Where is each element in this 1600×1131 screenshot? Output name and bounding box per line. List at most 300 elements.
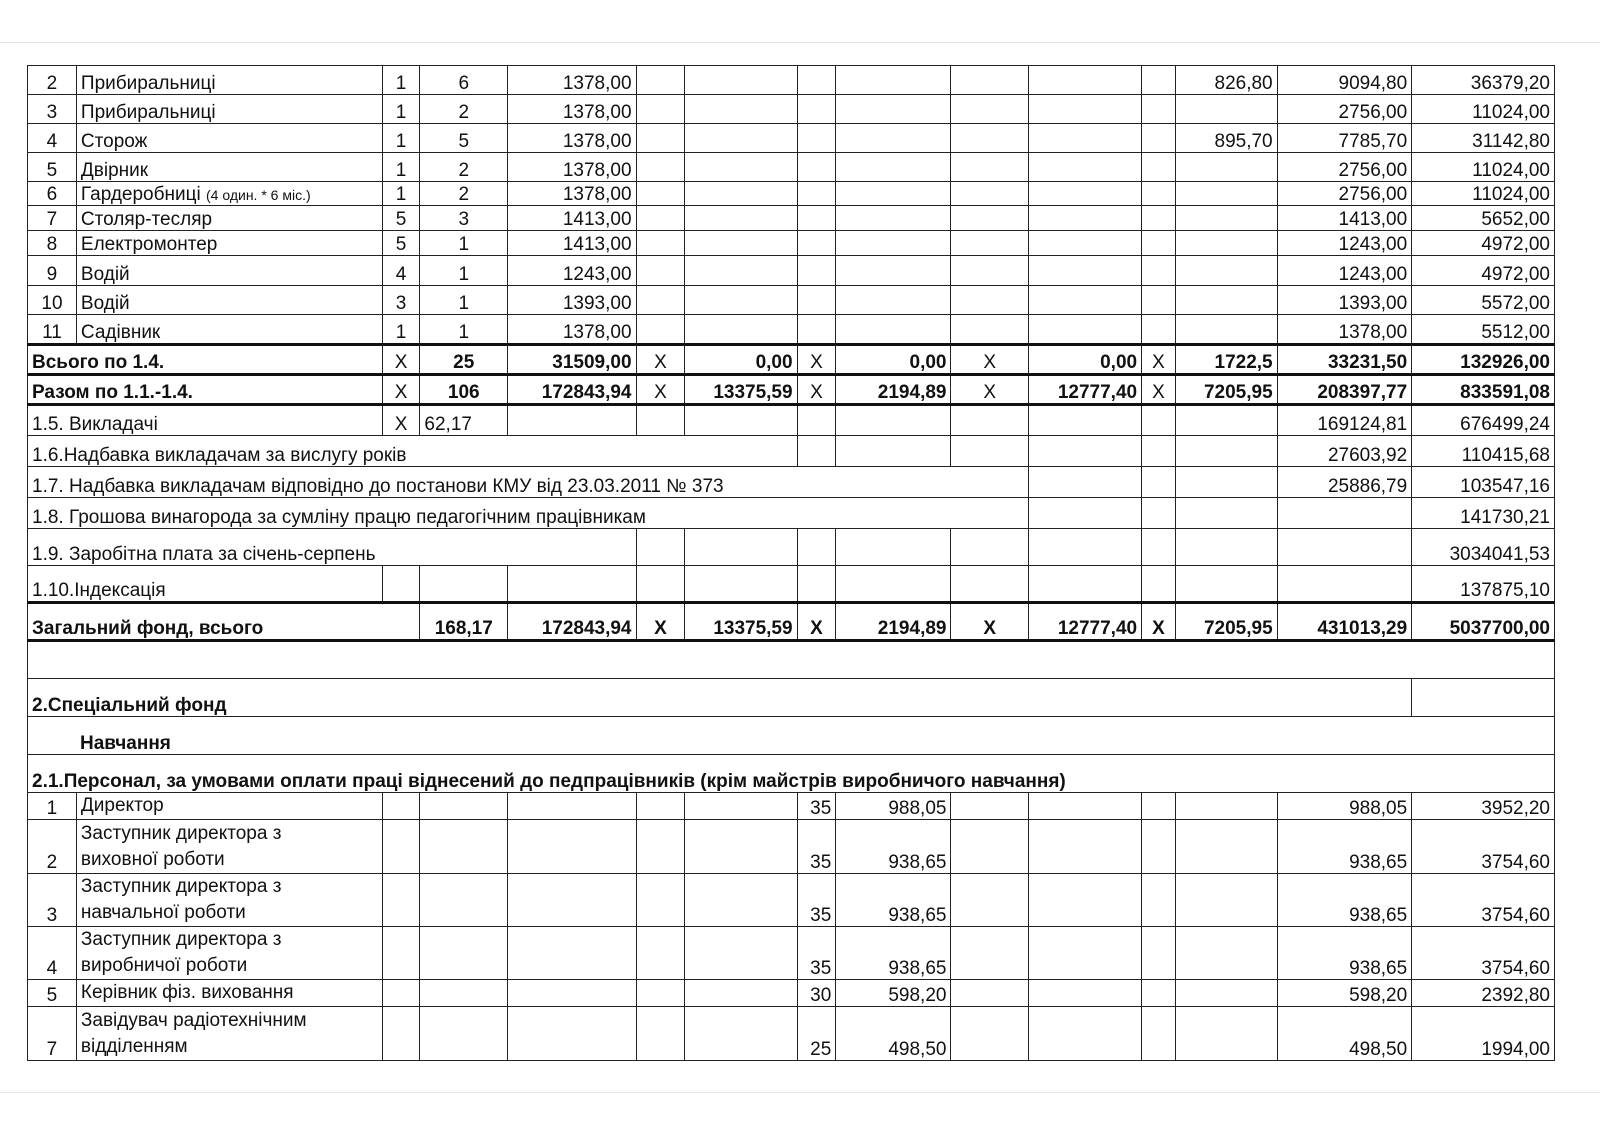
count-cell: 6	[420, 66, 508, 95]
row-number: 5	[28, 153, 77, 182]
table-cell	[951, 1007, 1028, 1061]
table-cell	[420, 874, 508, 927]
count-cell: 168,17	[420, 603, 508, 641]
monthly-total-cell: 1378,00	[1277, 315, 1412, 345]
bonus-cell	[1175, 95, 1277, 124]
x-mark: Х	[797, 603, 836, 641]
table-cell	[1028, 980, 1141, 1007]
table-cell	[836, 206, 951, 231]
salary-cell: 1413,00	[508, 206, 636, 231]
bonus-cell	[1175, 286, 1277, 315]
position-label: Водій	[80, 293, 130, 314]
table-cell	[420, 980, 508, 1007]
x-mark: Х	[1142, 375, 1176, 405]
table-cell	[1028, 124, 1141, 153]
table-row	[28, 467, 1555, 498]
table-cell	[1175, 566, 1277, 603]
table-cell	[1142, 153, 1176, 182]
x-mark: Х	[1142, 603, 1176, 641]
category-cell: 1	[382, 124, 420, 153]
bonus-cell: 895,70	[1175, 124, 1277, 153]
monthly-total-cell: 2756,00	[1277, 153, 1412, 182]
table-cell	[636, 124, 685, 153]
table-cell	[636, 874, 685, 927]
row-number: 11	[28, 315, 77, 345]
table-cell	[1277, 498, 1412, 529]
bonus-cell	[1175, 256, 1277, 286]
table-cell	[1412, 679, 1555, 717]
monthly-total-cell: 27603,92	[1277, 436, 1412, 467]
table-cell	[382, 793, 420, 820]
table-row	[28, 315, 1555, 345]
table-cell	[685, 286, 797, 315]
table-cell	[1175, 529, 1277, 566]
table-cell	[1028, 927, 1141, 980]
table-cell	[797, 206, 836, 231]
annual-total-cell: 5572,00	[1412, 286, 1555, 315]
blank-row	[28, 641, 1555, 679]
table-cell	[1028, 874, 1141, 927]
x-mark: Х	[951, 603, 1028, 641]
table-cell	[1028, 256, 1141, 286]
table-cell	[685, 182, 797, 206]
table-cell	[508, 1007, 636, 1061]
x-mark: Х	[636, 603, 685, 641]
table-cell	[685, 66, 797, 95]
table-cell	[1142, 566, 1176, 603]
position-label: Електромонтер	[80, 234, 218, 255]
table-row	[28, 717, 1555, 755]
table-cell	[685, 256, 797, 286]
table-cell	[636, 182, 685, 206]
table-cell	[836, 566, 951, 603]
position-name	[76, 231, 382, 256]
row-number: 4	[28, 927, 77, 980]
percent-cell: 30	[797, 980, 836, 1007]
row-number: 2	[28, 66, 77, 95]
total-cell: 12777,40	[1028, 603, 1141, 641]
table-cell	[951, 529, 1028, 566]
table-cell	[1142, 182, 1176, 206]
table-cell	[1028, 820, 1141, 874]
training-heading: Навчання	[28, 717, 1555, 755]
total-label: Всього по 1.4.	[28, 345, 383, 375]
percent-cell: 35	[797, 874, 836, 927]
row-number: 8	[28, 231, 77, 256]
bonus-cell	[1175, 231, 1277, 256]
count-cell: 1	[420, 256, 508, 286]
total-cell: 13375,59	[685, 603, 797, 641]
table-cell	[1028, 206, 1141, 231]
annual-total-cell: 137875,10	[1412, 566, 1555, 603]
position-name	[76, 66, 382, 95]
count-cell: 2	[420, 95, 508, 124]
salary-cell: 1378,00	[508, 153, 636, 182]
row-number: 4	[28, 124, 77, 153]
total-cell: 0,00	[836, 345, 951, 375]
table-cell	[1028, 95, 1141, 124]
x-mark: Х	[382, 345, 420, 375]
position-name	[76, 927, 382, 980]
monthly-total-cell: 1413,00	[1277, 206, 1412, 231]
table-cell	[1142, 206, 1176, 231]
x-mark: Х	[797, 375, 836, 405]
annual-total-cell: 3754,60	[1412, 927, 1555, 980]
table-cell	[1175, 405, 1277, 436]
table-cell	[685, 566, 797, 603]
table-row	[28, 566, 1555, 603]
x-mark: Х	[1142, 345, 1176, 375]
total-cell: 0,00	[685, 345, 797, 375]
x-mark: Х	[382, 375, 420, 405]
percent-cell: 35	[797, 793, 836, 820]
position-name	[76, 874, 382, 927]
table-cell	[951, 206, 1028, 231]
table-cell	[685, 820, 797, 874]
table-cell	[951, 315, 1028, 345]
position-label-line2: виховної роботи	[80, 849, 225, 870]
position-label-line2: навчальної роботи	[80, 902, 246, 923]
table-cell	[636, 95, 685, 124]
monthly-total-cell: 169124,81	[1277, 405, 1412, 436]
table-cell	[636, 315, 685, 345]
table-cell	[1028, 231, 1141, 256]
table-cell	[1175, 980, 1277, 1007]
table-cell	[685, 231, 797, 256]
salary-cell: 1378,00	[508, 315, 636, 345]
position-label: Двірник	[80, 160, 149, 181]
bonus-cell	[1175, 206, 1277, 231]
table-cell	[1142, 498, 1176, 529]
position-label-line2: відділенням	[80, 1036, 188, 1057]
position-label: Прибиральниці	[80, 102, 216, 123]
category-cell: 3	[382, 286, 420, 315]
annual-total-cell: 11024,00	[1412, 182, 1555, 206]
table-cell	[797, 66, 836, 95]
table-cell	[685, 95, 797, 124]
monthly-total-cell: 7785,70	[1277, 124, 1412, 153]
category-cell: 1	[382, 315, 420, 345]
position-label: Столяр-тесляр	[80, 209, 213, 230]
percent-cell: 35	[797, 820, 836, 874]
x-mark: Х	[951, 375, 1028, 405]
table-cell	[1142, 256, 1176, 286]
table-cell	[508, 927, 636, 980]
position-name	[76, 793, 382, 820]
table-cell	[636, 1007, 685, 1061]
count-cell: 1	[420, 315, 508, 345]
annual-total-cell: 3754,60	[1412, 874, 1555, 927]
row-number: 9	[28, 256, 77, 286]
table-cell	[1142, 529, 1176, 566]
row-number: 7	[28, 206, 77, 231]
table-cell	[951, 286, 1028, 315]
x-mark: Х	[797, 345, 836, 375]
total-label: Разом по 1.1.-1.4.	[28, 375, 383, 405]
annual-total-cell: 1994,00	[1412, 1007, 1555, 1061]
monthly-total-cell: 33231,50	[1277, 345, 1412, 375]
allowance-cell: 938,65	[836, 820, 951, 874]
table-cell	[420, 566, 508, 603]
table-row	[28, 182, 1555, 206]
table-cell	[836, 124, 951, 153]
table-cell	[420, 820, 508, 874]
salary-cell: 1378,00	[508, 66, 636, 95]
table-cell	[951, 566, 1028, 603]
table-row	[28, 529, 1555, 566]
monthly-total-cell: 598,20	[1277, 980, 1412, 1007]
table-cell	[382, 927, 420, 980]
table-cell	[836, 315, 951, 345]
table-cell	[508, 820, 636, 874]
table-cell	[1142, 315, 1176, 345]
table-cell	[685, 793, 797, 820]
table-row	[28, 405, 1555, 436]
table-cell	[797, 315, 836, 345]
allowance-cell: 988,05	[836, 793, 951, 820]
total-cell: 12777,40	[1028, 375, 1141, 405]
row-number: 5	[28, 980, 77, 1007]
position-label: Водій	[80, 264, 130, 285]
line-label: 1.6.Надбавка викладачам за вислугу років	[28, 436, 798, 467]
table-row	[28, 256, 1555, 286]
table-cell	[797, 182, 836, 206]
table-cell	[1142, 793, 1176, 820]
table-cell	[382, 820, 420, 874]
annual-total-cell: 11024,00	[1412, 95, 1555, 124]
table-cell	[1028, 436, 1141, 467]
table-cell	[1142, 95, 1176, 124]
table-cell	[636, 256, 685, 286]
table-cell	[636, 153, 685, 182]
monthly-total-cell: 431013,29	[1277, 603, 1412, 641]
monthly-total-cell: 1243,00	[1277, 231, 1412, 256]
x-mark: Х	[636, 375, 685, 405]
table-cell	[685, 874, 797, 927]
row-number: 3	[28, 874, 77, 927]
table-cell	[951, 793, 1028, 820]
table-cell	[1028, 153, 1141, 182]
table-cell	[636, 66, 685, 95]
annual-total-cell: 103547,16	[1412, 467, 1555, 498]
annual-total-cell: 5512,00	[1412, 315, 1555, 345]
row-number: 6	[28, 182, 77, 206]
annual-total-cell: 833591,08	[1412, 375, 1555, 405]
table-cell	[1028, 566, 1141, 603]
category-cell: 5	[382, 231, 420, 256]
total-cell: 0,00	[1028, 345, 1141, 375]
total-cell: 2194,89	[836, 603, 951, 641]
position-name	[76, 980, 382, 1007]
table-cell	[797, 436, 836, 467]
table-cell	[685, 315, 797, 345]
allowance-cell: 938,65	[836, 874, 951, 927]
table-cell	[951, 95, 1028, 124]
x-mark: Х	[951, 345, 1028, 375]
table-cell	[1175, 874, 1277, 927]
table-cell	[636, 820, 685, 874]
bonus-cell: 7205,95	[1175, 603, 1277, 641]
position-label-line2: Директор	[80, 795, 164, 816]
table-cell	[951, 980, 1028, 1007]
table-cell	[685, 124, 797, 153]
count-cell: 1	[420, 286, 508, 315]
row-number: 1	[28, 793, 77, 820]
monthly-total-cell: 938,65	[1277, 820, 1412, 874]
table-cell	[636, 206, 685, 231]
count-cell: 25	[420, 345, 508, 375]
table-cell	[685, 1007, 797, 1061]
annual-total-cell: 3952,20	[1412, 793, 1555, 820]
monthly-total-cell: 9094,80	[1277, 66, 1412, 95]
table-cell	[636, 566, 685, 603]
table-cell	[836, 231, 951, 256]
category-cell: 1	[382, 153, 420, 182]
table-row	[28, 345, 1555, 375]
annual-total-cell: 2392,80	[1412, 980, 1555, 1007]
annual-total-cell: 36379,20	[1412, 66, 1555, 95]
table-cell	[1175, 436, 1277, 467]
table-cell	[797, 95, 836, 124]
category-cell: 4	[382, 256, 420, 286]
table-row	[28, 66, 1555, 95]
category-cell: 1	[382, 182, 420, 206]
bonus-cell: 1722,5	[1175, 345, 1277, 375]
table-row	[28, 286, 1555, 315]
row-number: 10	[28, 286, 77, 315]
table-cell	[382, 566, 420, 603]
table-cell	[1142, 66, 1176, 95]
monthly-total-cell: 2756,00	[1277, 182, 1412, 206]
table-cell	[836, 182, 951, 206]
monthly-total-cell: 2756,00	[1277, 95, 1412, 124]
table-cell	[951, 436, 1028, 467]
annual-total-cell: 141730,21	[1412, 498, 1555, 529]
table-cell	[1277, 529, 1412, 566]
table-cell	[1142, 405, 1176, 436]
position-note: (4 один. * 6 міс.)	[206, 187, 311, 203]
position-label-line1: Заступник директора з	[80, 823, 282, 844]
table-cell	[382, 980, 420, 1007]
salary-cell: 1378,00	[508, 95, 636, 124]
position-label-line2: Керівник фіз. виховання	[80, 982, 294, 1003]
table-cell	[951, 182, 1028, 206]
position-name	[76, 286, 382, 315]
table-cell	[420, 793, 508, 820]
table-cell	[1175, 820, 1277, 874]
table-cell	[951, 153, 1028, 182]
table-cell	[1028, 529, 1141, 566]
table-row	[28, 874, 1555, 927]
table-cell	[420, 1007, 508, 1061]
bonus-cell	[1175, 315, 1277, 345]
table-row	[28, 603, 1555, 641]
annual-total-cell: 5037700,00	[1412, 603, 1555, 641]
table-row	[28, 436, 1555, 467]
table-row	[28, 820, 1555, 874]
table-cell	[508, 793, 636, 820]
table-cell	[636, 286, 685, 315]
category-cell: 5	[382, 206, 420, 231]
bonus-cell	[1175, 182, 1277, 206]
position-label-line1: Заступник директора з	[80, 876, 282, 897]
table-row	[28, 375, 1555, 405]
monthly-total-cell: 1393,00	[1277, 286, 1412, 315]
table-cell	[797, 153, 836, 182]
line-label: 1.7. Надбавка викладачам відповідно до постанови КМУ від 23.03.2011 № 373	[28, 467, 1029, 498]
table-cell	[951, 405, 1028, 436]
total-cell: 13375,59	[685, 375, 797, 405]
table-cell	[1028, 182, 1141, 206]
table-cell	[1142, 467, 1176, 498]
table-cell	[508, 566, 636, 603]
table-cell	[1142, 980, 1176, 1007]
salary-cell: 1243,00	[508, 256, 636, 286]
table-cell	[951, 927, 1028, 980]
table-row	[28, 231, 1555, 256]
annual-total-cell: 4972,00	[1412, 231, 1555, 256]
allowance-cell: 498,50	[836, 1007, 951, 1061]
table-cell	[797, 566, 836, 603]
table-cell	[836, 286, 951, 315]
table-cell	[951, 256, 1028, 286]
table-cell	[1142, 1007, 1176, 1061]
monthly-total-cell: 498,50	[1277, 1007, 1412, 1061]
position-name	[76, 256, 382, 286]
position-name	[76, 95, 382, 124]
salary-cell: 1393,00	[508, 286, 636, 315]
table-cell	[1028, 793, 1141, 820]
table-cell	[636, 405, 685, 436]
special-fund-heading: 2.Спеціальний фонд	[28, 679, 1412, 717]
table-row	[28, 1007, 1555, 1061]
table-cell	[636, 231, 685, 256]
bonus-cell: 826,80	[1175, 66, 1277, 95]
teachers-label: 1.5. Викладачі	[28, 405, 383, 436]
table-cell	[836, 66, 951, 95]
salary-cell: 31509,00	[508, 345, 636, 375]
salary-cell: 172843,94	[508, 375, 636, 405]
table-cell	[1142, 820, 1176, 874]
allowance-cell: 598,20	[836, 980, 951, 1007]
table-cell	[836, 405, 951, 436]
general-fund-label: Загальний фонд, всього	[28, 603, 420, 641]
table-cell	[1175, 498, 1277, 529]
table-row	[28, 679, 1555, 717]
count-cell: 106	[420, 375, 508, 405]
table-cell	[836, 436, 951, 467]
count-cell: 62,17	[420, 405, 508, 436]
table-cell	[797, 124, 836, 153]
table-row	[28, 927, 1555, 980]
table-cell	[1028, 286, 1141, 315]
table-cell	[1142, 436, 1176, 467]
line-label: 1.8. Грошова винагорода за сумліну працю педагогічним працівникам	[28, 498, 1029, 529]
position-label: Садівник	[80, 322, 161, 343]
table-cell	[382, 1007, 420, 1061]
salary-table	[27, 65, 1555, 1061]
allowance-cell: 938,65	[836, 927, 951, 980]
table-row	[28, 124, 1555, 153]
table-cell	[836, 95, 951, 124]
table-cell	[636, 980, 685, 1007]
annual-total-cell: 3034041,53	[1412, 529, 1555, 566]
annual-total-cell: 3754,60	[1412, 820, 1555, 874]
table-cell	[1028, 66, 1141, 95]
monthly-total-cell: 988,05	[1277, 793, 1412, 820]
bonus-cell: 7205,95	[1175, 375, 1277, 405]
count-cell: 3	[420, 206, 508, 231]
